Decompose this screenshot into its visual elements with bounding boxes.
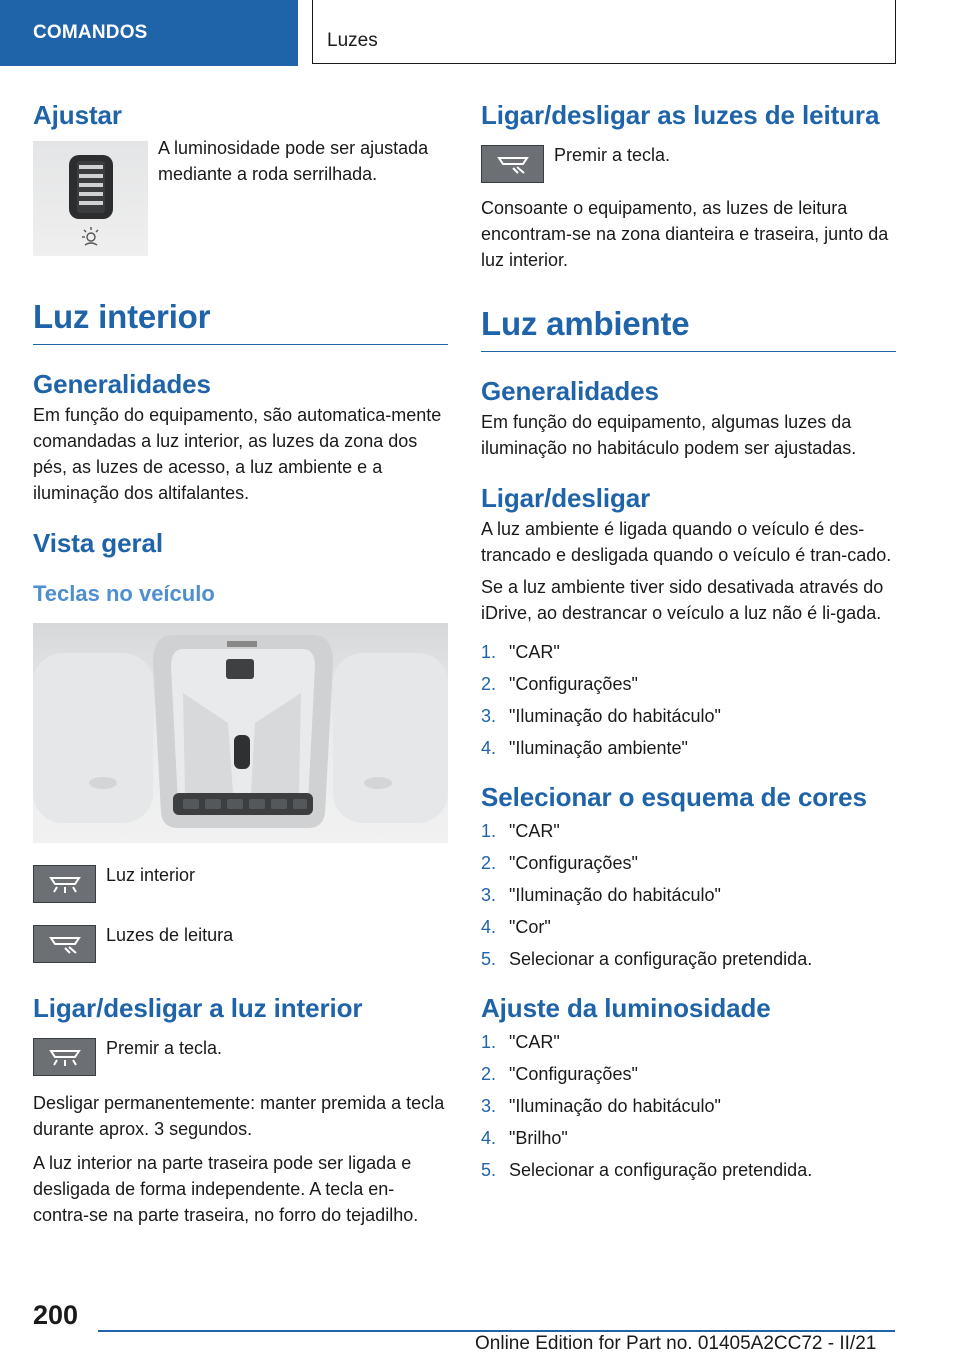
luz-ambiente-heading: Luz ambiente bbox=[481, 305, 896, 352]
traseira-text: A luz interior na parte traseira pode ser ligada e desligada de forma independente. A tecla en-contra-se na parte traseira, no forro do tejadilho. bbox=[33, 1153, 419, 1225]
list-item: 3. "Iluminação do habitáculo" bbox=[481, 1096, 721, 1116]
page-number: 200 bbox=[33, 1300, 79, 1330]
right-column bbox=[481, 100, 896, 1186]
dome-light-icon bbox=[45, 872, 85, 896]
ligar-text-1: A luz ambiente é ligada quando o veículo é des-trancado e desligada quando o veículo é tran-cado. bbox=[481, 519, 892, 565]
list-item: 3. "Iluminação do habitáculo" bbox=[481, 706, 721, 726]
edition-text: Online Edition for Part no. 01405A2CC72 - II/21 bbox=[475, 1333, 877, 1354]
generalidades-text: Em função do equipamento, são automatica-mente comandadas a luz interior, as luzes da zona dos pés, as luzes de acesso, a luz ambiente e a iluminação dos altifalantes. bbox=[33, 405, 442, 503]
generalidades-ambiente-heading: Generalidades bbox=[481, 376, 659, 406]
cores-heading: Selecionar o esquema de cores bbox=[481, 782, 867, 812]
ligar-text-2: Se a luz ambiente tiver sido desativada através do iDrive, ao destrancar o veículo a luz não é li-gada. bbox=[481, 577, 884, 623]
reading-light-button-icon-2 bbox=[481, 145, 544, 183]
interior-light-button-icon-2 bbox=[33, 1038, 96, 1076]
ligar-desligar-heading: Ligar/desligar bbox=[481, 483, 651, 513]
luz-interior-heading: Luz interior bbox=[33, 298, 448, 345]
icon-legend-luz-interior bbox=[33, 865, 448, 903]
generalidades-ambiente-text: Em função do equipamento, algumas luzes da iluminação no habitáculo podem ser ajustadas. bbox=[481, 412, 857, 458]
premir-text-left: Premir a tecla. bbox=[106, 1038, 223, 1058]
consoante-text: Consoante o equipamento, as luzes de leitura encontram-se na zona dianteira e traseira, junto da luz interior. bbox=[481, 198, 889, 270]
cores-steps-list bbox=[481, 815, 896, 975]
list-item: 5. Selecionar a configuração pretendida. bbox=[481, 1160, 813, 1180]
reading-light-button-icon bbox=[33, 925, 96, 963]
dimmer-wheel-icon bbox=[33, 141, 148, 256]
brilho-steps-list bbox=[481, 1026, 896, 1186]
generalidades-heading: Generalidades bbox=[33, 369, 211, 399]
roof-console-icon bbox=[33, 623, 448, 843]
list-item: 2. "Configurações" bbox=[481, 853, 638, 873]
ligar-luz-interior-heading: Ligar/desligar a luz interior bbox=[33, 993, 363, 1023]
list-item: 2. "Configurações" bbox=[481, 1064, 638, 1084]
legend-luz-interior: Luz interior bbox=[106, 865, 196, 885]
legend-luzes-leitura: Luzes de leitura bbox=[106, 925, 234, 945]
ajustar-text: A luminosidade pode ser ajustada mediante a roda serrilhada. bbox=[158, 138, 429, 184]
footer-divider bbox=[98, 1330, 895, 1332]
brilho-heading: Ajuste da luminosidade bbox=[481, 993, 771, 1023]
roof-console-image bbox=[33, 623, 448, 843]
list-item: 5. Selecionar a configuração pretendida. bbox=[481, 949, 813, 969]
list-item: 4. "Brilho" bbox=[481, 1128, 568, 1148]
section-tab: COMANDOS bbox=[0, 0, 298, 66]
interior-light-button-icon bbox=[33, 865, 96, 903]
luzes-leitura-heading: Ligar/desligar as luzes de leitura bbox=[481, 100, 880, 130]
reading-light-icon bbox=[45, 932, 85, 956]
list-item: 2. "Configurações" bbox=[481, 674, 638, 694]
list-item: 3. "Iluminação do habitáculo" bbox=[481, 885, 721, 905]
list-item: 4. "Iluminação ambiente" bbox=[481, 738, 688, 758]
icon-legend-luzes-leitura bbox=[33, 925, 448, 963]
list-item: 1. "CAR" bbox=[481, 1032, 560, 1052]
left-column bbox=[33, 100, 448, 1228]
chapter-title: Luzes bbox=[312, 0, 896, 64]
ajustar-row bbox=[33, 138, 448, 256]
ajustar-heading: Ajustar bbox=[33, 100, 122, 130]
ligar-icon-row bbox=[33, 1038, 448, 1076]
dimmer-wheel-image bbox=[33, 141, 148, 256]
desligar-text: Desligar permanentemente: manter premida a tecla durante aprox. 3 segundos. bbox=[33, 1093, 445, 1139]
reading-light-icon bbox=[493, 152, 533, 176]
page-header bbox=[0, 0, 960, 66]
list-item: 1. "CAR" bbox=[481, 821, 560, 841]
list-item: 4. "Cor" bbox=[481, 917, 551, 937]
leitura-icon-row bbox=[481, 145, 896, 183]
ambiente-steps-list bbox=[481, 636, 896, 764]
premir-text-right: Premir a tecla. bbox=[554, 145, 671, 165]
list-item: 1. "CAR" bbox=[481, 642, 560, 662]
vista-geral-heading: Vista geral bbox=[33, 528, 163, 558]
dome-light-icon bbox=[45, 1045, 85, 1069]
teclas-heading: Teclas no veículo bbox=[33, 581, 215, 606]
